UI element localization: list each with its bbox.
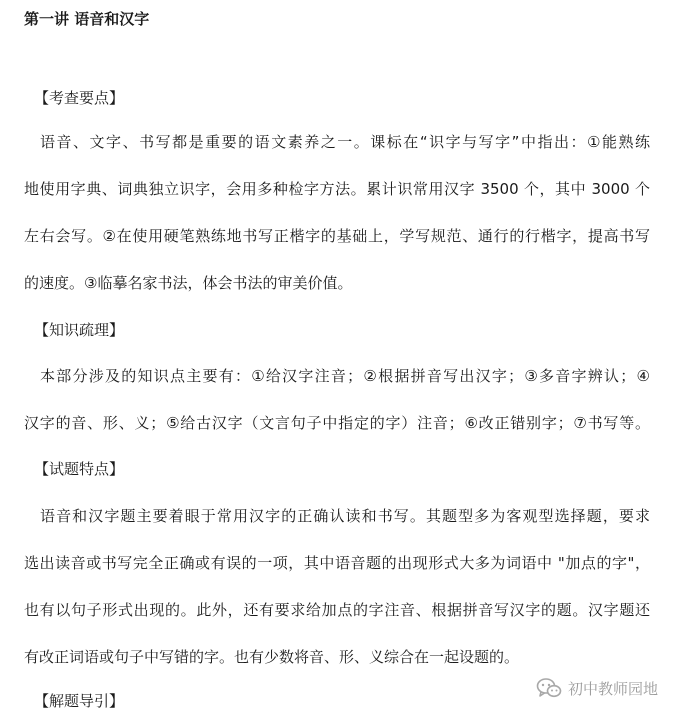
paragraph-line: 也有以句子形式出现的。此外，还有要求给加点的字注音、根据拼音写汉字的题。汉字题还 — [24, 601, 650, 619]
section-heading-knowledge: 【知识疏理】 — [34, 321, 125, 339]
paragraph-line: 汉字的音、形、义；⑤给古汉字（文言句子中指定的字）注音；⑥改正错别字；⑦书写等。 — [24, 414, 650, 432]
section-heading-exam-points: 【考查要点】 — [34, 89, 125, 107]
paragraph-line: 左右会写。②在使用硬笔熟练地书写正楷字的基础上，学写规范、通行的行楷字，提高书写 — [24, 227, 650, 245]
wechat-icon — [536, 677, 562, 699]
paragraph-line: 语音和汉字题主要着眼于常用汉字的正确认读和书写。其题型多为客观型选择题，要求 — [40, 507, 650, 525]
section-heading-solving-guide: 【解题导引】 — [34, 692, 125, 710]
section-body-question-features — [24, 504, 650, 669]
watermark-text: 初中教师园地 — [568, 679, 659, 698]
section-body-knowledge — [24, 364, 650, 435]
watermark — [536, 676, 658, 700]
paragraph-line: 本部分涉及的知识点主要有：①给汉字注音；②根据拼音写出汉字；③多音字辨认；④ — [40, 367, 650, 385]
page-title: 第一讲 语音和汉字 — [24, 10, 150, 28]
paragraph-line: 语音、文字、书写都是重要的语文素养之一。课标在“识字与写字”中指出：①能熟练 — [40, 133, 650, 151]
paragraph-line: 有改正词语或句子中写错的字。也有少数将音、形、义综合在一起设题的。 — [24, 648, 520, 666]
section-heading-question-features: 【试题特点】 — [34, 460, 125, 478]
section-body-exam-points — [24, 130, 650, 295]
paragraph-line: 的速度。③临摹名家书法，体会书法的审美价值。 — [24, 274, 353, 292]
paragraph-line: 选出读音或书写完全正确或有误的一项，其中语音题的出现形式大多为词语中 "加点的字"， — [24, 554, 650, 572]
paragraph-line: 地使用字典、词典独立识字，会用多种检字方法。累计识常用汉字 3500 个，其中 3000 个 — [24, 180, 650, 198]
